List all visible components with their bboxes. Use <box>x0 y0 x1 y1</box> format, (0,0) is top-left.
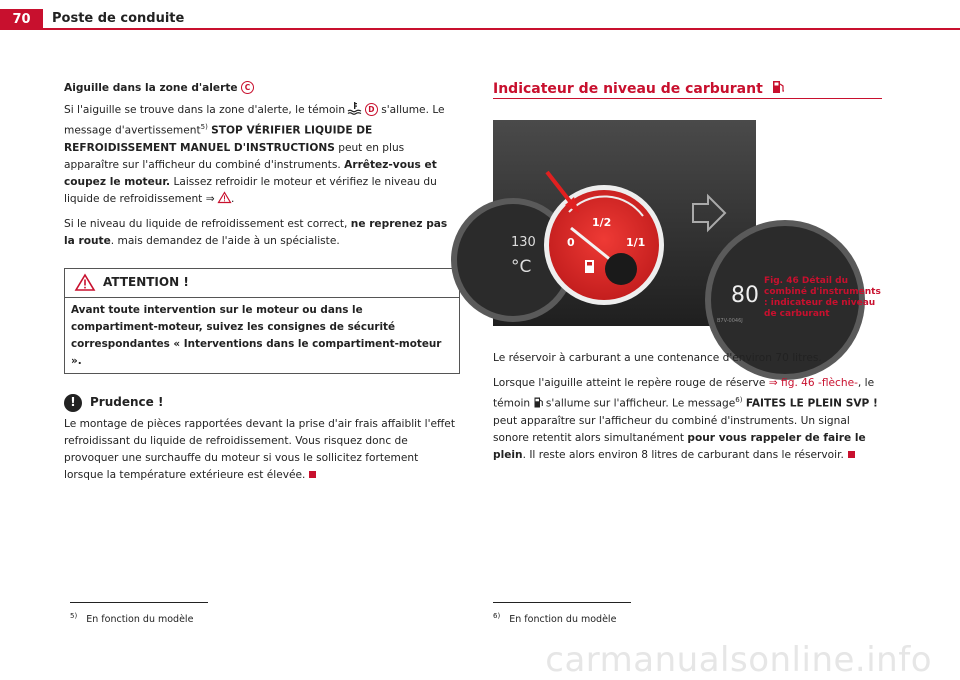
section-title <box>493 80 785 97</box>
caution-header <box>64 392 460 414</box>
caution-text: Le montage de pièces rapportées devant la prise d'air frais affaiblit l'effet refroidissant du liquide de refroidissement. Vous risquez donc de provoquer une surchauffe du moteur si vous le sollicitez fortement lorsque la température extérieure est élevée. <box>64 417 455 481</box>
header-rule <box>43 28 960 30</box>
fuel-gauge-illustration <box>493 120 759 326</box>
alert-text-a: Si l'aiguille se trouve dans la zone d'alerte, le témoin <box>64 104 346 116</box>
alert-message: STOP VÉRIFIER LIQUIDE DE REFROIDISSEMENT MANUEL D'INSTRUCTIONS <box>64 124 373 154</box>
reserve-paragraph <box>493 375 885 464</box>
marker-d: D <box>365 103 378 116</box>
watermark: carmanualsonline.info <box>545 640 932 680</box>
alert-text-d: peut en plus apparaître sur l'afficheur du combiné d'instruments. <box>64 141 405 171</box>
page-title: Poste de conduite <box>52 11 185 26</box>
reserve-text-g: . Il reste alors environ 8 litres de carburant dans le réservoir. <box>522 448 844 461</box>
fuel-warning-icon <box>534 397 543 408</box>
reserve-text-a: Lorsque l'aiguille atteint le repère rouge de réserve <box>493 377 766 389</box>
section-title-text: Indicateur de niveau de carburant <box>493 81 763 97</box>
capacity-paragraph: Le réservoir à carburant a une contenance d'environ 70 litres. <box>493 352 822 364</box>
level-paragraph <box>64 216 460 250</box>
watermark-bar <box>0 640 960 679</box>
page-header <box>0 0 960 30</box>
marker-c: C <box>241 81 254 94</box>
caution-title: Prudence ! <box>90 395 164 410</box>
warning-body: Avant toute intervention sur le moteur ou dans le compartiment-moteur, suivez les consignes de sécurité correspondantes « Interventions dans le compartiment-moteur ». <box>71 303 442 367</box>
warning-header <box>65 269 459 298</box>
footnote-left <box>70 612 193 625</box>
footnote-left-number: 5) <box>70 612 78 620</box>
footnote-left-text: En fonction du modèle <box>86 614 194 626</box>
warning-icon <box>75 274 95 291</box>
right-column <box>493 350 885 472</box>
alert-paragraph: Si l'aiguille se trouve dans la zone d'alerte, le témoin D s'allume. Le message d'avertissement$^{5)}$ STOP VÉRIFIER LIQUIDE DE REFROIDISSEMENT MANUEL D'INSTRUCTIONS peut en plus apparaître sur l'afficheur du combiné d'instruments. Arrêtez-vous et coupez le moteur. Laissez refroidir le moteur et vérifiez le niveau du liquide de refroidissement ⇒ . <box>64 104 445 205</box>
refuel-message: FAITES LE PLEIN SVP ! <box>745 397 878 410</box>
figure-ref-link[interactable]: ⇒ fig. 46 -flèche- <box>768 377 858 389</box>
left-column <box>64 80 460 492</box>
figure-caption: Fig. 46 Détail du combiné d'instruments : indicateur de niveau de carburant <box>764 276 881 319</box>
fuel-pump-icon <box>772 80 785 94</box>
end-marker-right <box>848 451 855 458</box>
reserve-text-b: , le témoin <box>493 377 875 410</box>
speed-label: 80 <box>731 283 759 308</box>
ref-arrow: ⇒ <box>205 192 215 205</box>
reserve-text-e: peut apparaître sur l'afficheur du combiné d'instruments. Un signal sonore retentit alors simultanément <box>493 414 850 444</box>
footnote-ref-5: 5) <box>200 123 208 131</box>
level-text-b: ne reprenez pas la route <box>64 217 448 247</box>
end-marker <box>309 471 316 478</box>
alert-text-f: Laissez refroidir le moteur et vérifiez le niveau du liquide de refroidissement <box>64 175 437 205</box>
warning-triangle-icon <box>218 192 231 203</box>
section-rule <box>493 98 882 99</box>
alert-instruction: Arrêtez-vous et coupez le moteur. <box>64 158 437 188</box>
reserve-text-c: s'allume sur l'afficheur. Le message <box>545 397 736 410</box>
temp-label-130: 130 <box>511 235 536 250</box>
footnote-ref-6: 6) <box>735 396 743 404</box>
caution-icon: ! <box>64 394 82 412</box>
caution-body <box>64 416 460 484</box>
page-number: 70 <box>0 9 43 30</box>
gauge-label-half: 1/2 <box>592 216 612 229</box>
footnote-right-text: En fonction du modèle <box>509 614 617 626</box>
level-text-a: Si le niveau du liquide de refroidissement est correct, <box>64 217 348 230</box>
temp-label-unit: °C <box>511 257 532 277</box>
gauge-label-0: 0 <box>567 236 575 249</box>
gauge-label-full: 1/1 <box>626 236 646 249</box>
footnote-rule-right <box>493 602 631 603</box>
footnote-right <box>493 612 616 625</box>
alert-heading: Aiguille dans la zone d'alerte <box>64 82 238 94</box>
footnote-rule-left <box>70 602 208 603</box>
coolant-warning-icon <box>348 102 361 114</box>
reserve-text-f: pour vous rappeler de faire le plein <box>493 431 866 461</box>
fuel-gauge-figure <box>493 120 759 326</box>
level-text-c: . mais demandez de l'aide à un spécialiste. <box>110 234 340 247</box>
footnote-right-number: 6) <box>493 612 501 620</box>
warning-box <box>64 268 460 374</box>
alert-text-b: s'allume. Le message d'avertissement <box>64 104 445 137</box>
figure-code: B7V-0046J <box>717 318 743 324</box>
warning-title: ATTENTION ! <box>103 275 189 290</box>
